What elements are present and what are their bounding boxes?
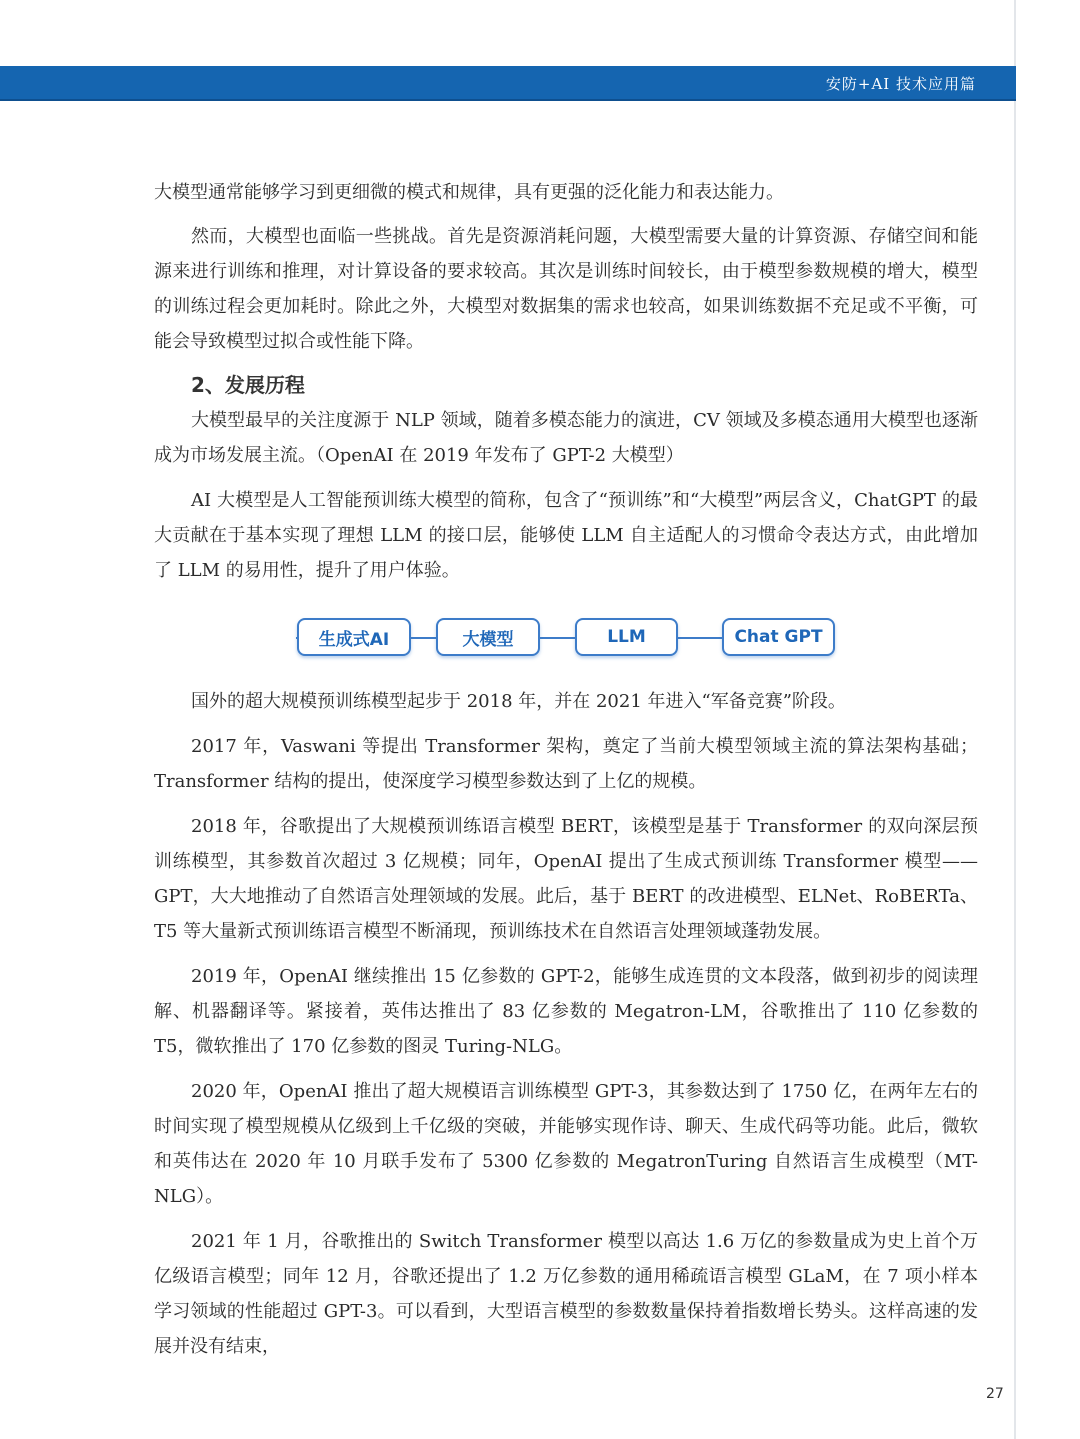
page-number: 27 — [986, 1386, 1004, 1402]
flow-node-llm: LLM — [575, 618, 678, 656]
paragraph: 大模型通常能够学习到更细微的模式和规律，具有更强的泛化能力和表达能力。 — [154, 182, 784, 203]
paragraph: 国外的超大规模预训练模型起步于 2018 年，并在 2021 年进入“军备竞赛”阶段。 — [191, 691, 846, 712]
paragraph: 然而，大模型也面临一些挑战。首先是资源消耗问题，大模型需要大量的计算资源、存储空间和能源来进行训练和推理，对计算设备的要求较高。其次是训练时间较长，由于模型参数规模的增大，模型的训练过程会更加耗时。除此之外，大模型对数据集的需求也较高，如果训练数据不充足或不平衡，可能会导致模型过拟合或性能下降。 — [154, 226, 978, 352]
flow-node-chatgpt: Chat GPT — [722, 618, 835, 656]
paragraph: 2018 年，谷歌提出了大规模预训练语言模型 BERT，该模型是基于 Transformer 的双向深层预训练模型，其参数首次超过 3 亿规模；同年，OpenAI 提出了生成式预训练 Transformer 模型——GPT，大大地推动了自然语言处理领域的发展。此后，基于 BERT 的改进模型、ELNet、RoBERTa、T5 等大量新式预训练语言模型不断涌现，预训练技术在自然语言处理领域蓬勃发展。 — [154, 816, 978, 942]
page-edge-rule — [1014, 0, 1016, 1439]
paragraph: 2020 年，OpenAI 推出了超大规模语言训练模型 GPT-3，其参数达到了 1750 亿，在两年左右的时间实现了模型规模从亿级到上千亿级的突破，并能够实现作诗、聊天、生成代码等功能。此后，微软和英伟达在 2020 年 10 月联手发布了 5300 亿参数的 MegatronTuring 自然语言生成模型（MT-NLG）。 — [154, 1081, 978, 1207]
paragraph: AI 大模型是人工智能预训练大模型的简称，包含了“预训练”和“大模型”两层含义，ChatGPT 的最大贡献在于基本实现了理想 LLM 的接口层，能够使 LLM 自主适配人的习惯命令表达方式，由此增加了 LLM 的易用性，提升了用户体验。 — [154, 490, 978, 581]
paragraph: 大模型最早的关注度源于 NLP 领域，随着多模态能力的演进，CV 领域及多模态通用大模型也逐渐成为市场发展主流。（OpenAI 在 2019 年发布了 GPT-2 大模型） — [154, 410, 978, 466]
article-body — [154, 175, 978, 1364]
header-title: 安防+AI 技术应用篇 — [825, 75, 976, 93]
header-band — [0, 66, 1016, 101]
flow-node-generative-ai: 生成式AI — [297, 618, 411, 656]
flow-node-large-model: 大模型 — [436, 618, 540, 656]
evolution-flow-diagram — [154, 598, 978, 678]
paragraph: 2017 年，Vaswani 等提出 Transformer 架构，奠定了当前大模型领域主流的算法架构基础；Transformer 结构的提出，使深度学习模型参数达到了上亿的规模。 — [154, 736, 978, 792]
section-heading: 2、发展历程 — [191, 373, 305, 397]
paragraph: 2019 年，OpenAI 继续推出 15 亿参数的 GPT-2，能够生成连贯的文本段落，做到初步的阅读理解、机器翻译等。紧接着，英伟达推出了 83 亿参数的 Megatron-LM，谷歌推出了 110 亿参数的 T5，微软推出了 170 亿参数的图灵 Turing-NLG。 — [154, 966, 978, 1057]
paragraph: 2021 年 1 月，谷歌推出的 Switch Transformer 模型以高达 1.6 万亿的参数量成为史上首个万亿级语言模型；同年 12 月，谷歌还提出了 1.2 万亿参数的通用稀疏语言模型 GLaM，在 7 项小样本学习领域的性能超过 GPT-3。可以看到，大型语言模型的参数数量保持着指数增长势头。这样高速的发展并没有结束， — [154, 1231, 978, 1357]
